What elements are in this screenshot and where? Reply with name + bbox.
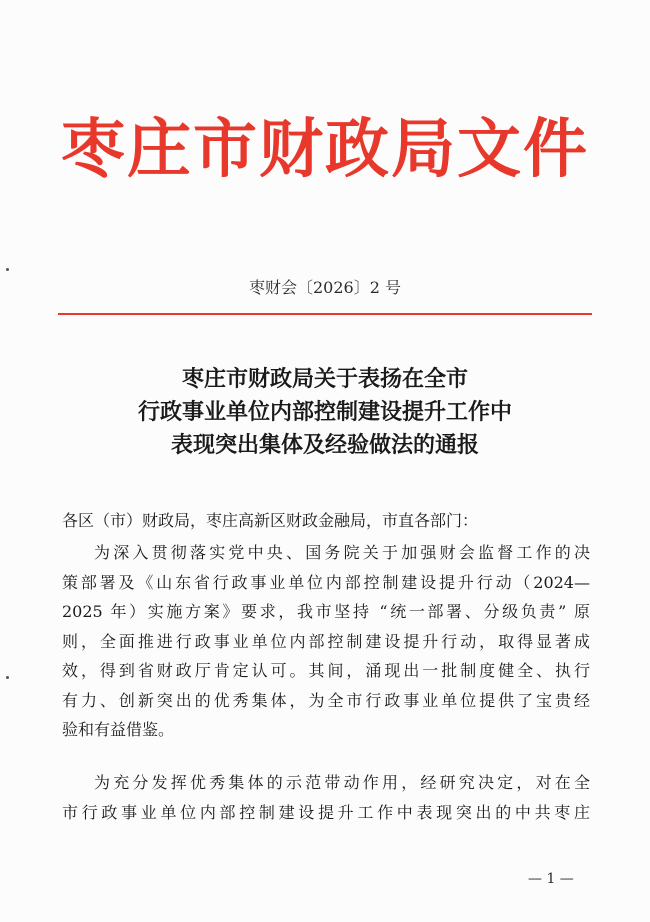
document-number: 枣财会〔2026〕2 号 <box>249 278 401 297</box>
paragraph-line: 为充分发挥优秀集体的示范带动作用，经研究决定，对在全 <box>94 773 590 792</box>
body-paragraph-2 <box>62 768 590 827</box>
notice-title-line: 枣庄市财政局关于表扬在全市 <box>181 366 468 392</box>
addressee: 各区（市）财政局，枣庄高新区财政金融局，市直各部门： <box>62 511 479 530</box>
paragraph-line: 策部署及《山东省行政事业单位内部控制建设提升行动（2024— <box>62 572 590 592</box>
paragraph-line: 有力、创新突出的优秀集体，为全市行政事业单位提供了宝贵经 <box>62 690 590 710</box>
paragraph-line: 市行政事业单位内部控制建设提升工作中表现突出的中共枣庄 <box>62 802 590 822</box>
paragraph-line: 为深入贯彻落实党中央、国务院关于加强财会监督工作的决 <box>94 543 590 562</box>
paragraph-line: 2025 年）实施方案》要求，我市坚持 “统一部署、分级负责” 原 <box>62 602 590 621</box>
notice-title <box>0 363 650 462</box>
paragraph-line: 则，全面推进行政事业单位内部控制建设提升行动，取得显著成 <box>62 631 590 651</box>
page-number: — 1 — <box>528 871 574 887</box>
scan-speck <box>6 676 9 679</box>
paragraph-line: 效，得到省财政厅肯定认可。其间，涌现出一批制度健全、执行 <box>62 661 590 680</box>
paragraph-line: 验和有益借鉴。 <box>62 720 175 739</box>
masthead-title: 枣庄市财政局文件 <box>61 112 589 187</box>
body-paragraph-1 <box>62 538 590 745</box>
notice-title-line: 行政事业单位内部控制建设提升工作中 <box>137 399 512 425</box>
red-divider-line <box>58 313 592 315</box>
notice-title-line: 表现突出集体及经验做法的通报 <box>170 432 479 458</box>
scan-speck <box>6 268 9 271</box>
